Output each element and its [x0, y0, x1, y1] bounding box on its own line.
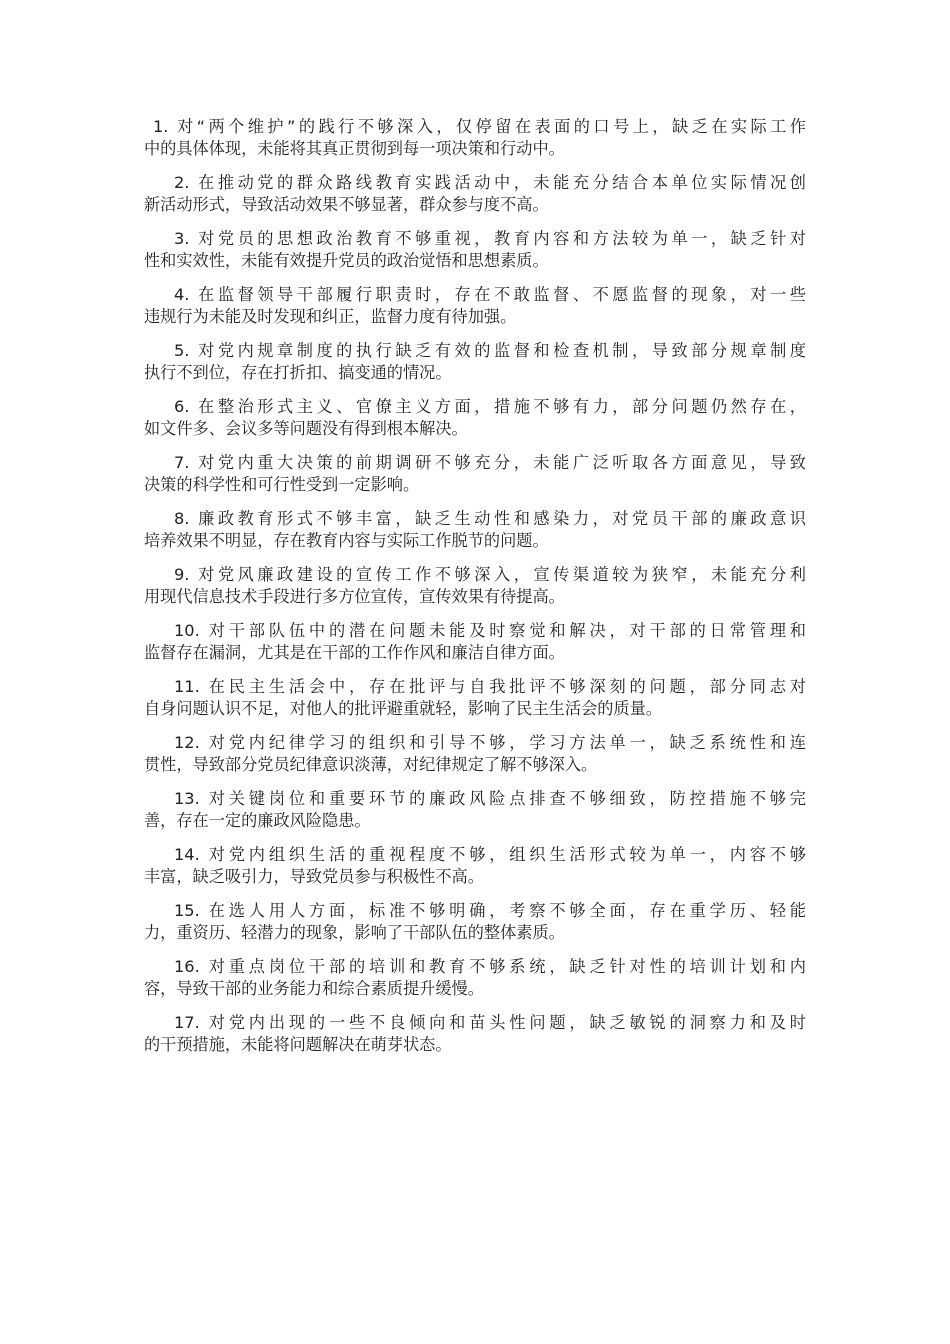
list-item — [144, 116, 806, 160]
list-item-line-1: 4. 在监督领导干部履行职责时，存在不敢监督、不愿监督的现象，对一些 — [174, 285, 806, 304]
list-item-line-2: 自身问题认识不足，对他人的批评避重就轻，影响了民主生活会的质量。 — [144, 699, 662, 718]
list-item — [144, 284, 806, 328]
list-item-line-1: 6. 在整治形式主义、官僚主义方面，措施不够有力，部分问题仍然存在， — [174, 397, 806, 416]
list-item-line-2: 中的具体体现，未能将其真正贯彻到每一项决策和行动中。 — [144, 139, 565, 158]
list-item-line-1: 17. 对党内出现的一些不良倾向和苗头性问题，缺乏敏锐的洞察力和及时 — [174, 1013, 806, 1032]
list-item — [144, 396, 806, 440]
list-item-line-2: 如文件多、会议多等问题没有得到根本解决。 — [144, 419, 468, 438]
list-item-line-2: 丰富，缺乏吸引力，导致党员参与积极性不高。 — [144, 867, 484, 886]
list-item — [144, 228, 806, 272]
list-item-line-2: 新活动形式，导致活动效果不够显著，群众参与度不高。 — [144, 195, 549, 214]
list-item-line-1: 16. 对重点岗位干部的培训和教育不够系统，缺乏针对性的培训计划和内 — [174, 957, 806, 976]
list-item — [144, 732, 806, 776]
list-item-line-2: 培养效果不明显，存在教育内容与实际工作脱节的问题。 — [144, 531, 549, 550]
list-item-line-1: 15. 在选人用人方面，标准不够明确，考察不够全面，存在重学历、轻能 — [174, 901, 806, 920]
list-item — [144, 340, 806, 384]
list-item — [144, 508, 806, 552]
list-item-line-1: 12. 对党内纪律学习的组织和引导不够，学习方法单一，缺乏系统性和连 — [174, 733, 806, 752]
list-item-line-1: 2. 在推动党的群众路线教育实践活动中，未能充分结合本单位实际情况创 — [174, 173, 806, 192]
list-item-line-2: 容，导致干部的业务能力和综合素质提升缓慢。 — [144, 979, 484, 998]
list-item-line-2: 的干预措施，未能将问题解决在萌芽状态。 — [144, 1035, 452, 1054]
list-item-line-1: 3. 对党员的思想政治教育不够重视，教育内容和方法较为单一，缺乏针对 — [174, 229, 806, 248]
list-item-line-2: 性和实效性，未能有效提升党员的政治觉悟和思想素质。 — [144, 251, 549, 270]
list-item-line-2: 善，存在一定的廉政风险隐患。 — [144, 811, 371, 830]
list-item-line-2: 力，重资历、轻潜力的现象，影响了干部队伍的整体素质。 — [144, 923, 565, 942]
list-item-line-2: 执行不到位，存在打折扣、搞变通的情况。 — [144, 363, 452, 382]
list-item-line-2: 用现代信息技术手段进行多方位宣传，宣传效果有待提高。 — [144, 587, 565, 606]
document-body — [144, 116, 806, 1068]
list-item-line-2: 违规行为未能及时发现和纠正，监督力度有待加强。 — [144, 307, 517, 326]
list-item-line-1: 7. 对党内重大决策的前期调研不够充分，未能广泛听取各方面意见，导致 — [174, 453, 806, 472]
list-item-line-2: 贯性，导致部分党员纪律意识淡薄，对纪律规定了解不够深入。 — [144, 755, 598, 774]
list-item-line-1: 14. 对党内组织生活的重视程度不够，组织生活形式较为单一，内容不够 — [174, 845, 806, 864]
list-item-line-1: 9. 对党风廉政建设的宣传工作不够深入，宣传渠道较为狭窄，未能充分利 — [174, 565, 806, 584]
list-item — [144, 844, 806, 888]
list-item — [144, 172, 806, 216]
list-item — [144, 452, 806, 496]
list-item — [144, 900, 806, 944]
list-item-line-1: 11. 在民主生活会中，存在批评与自我批评不够深刻的问题，部分同志对 — [174, 677, 806, 696]
list-item — [144, 956, 806, 1000]
list-item-line-1: 8. 廉政教育形式不够丰富，缺乏生动性和感染力，对党员干部的廉政意识 — [174, 509, 806, 528]
list-item-line-2: 监督存在漏洞，尤其是在干部的工作作风和廉洁自律方面。 — [144, 643, 565, 662]
list-item — [144, 676, 806, 720]
list-item-line-2: 决策的科学性和可行性受到一定影响。 — [144, 475, 420, 494]
list-item-line-1: 10. 对干部队伍中的潜在问题未能及时察觉和解决，对干部的日常管理和 — [174, 621, 806, 640]
list-item-line-1: 5. 对党内规章制度的执行缺乏有效的监督和检查机制，导致部分规章制度 — [174, 341, 806, 360]
list-item — [144, 620, 806, 664]
list-item — [144, 1012, 806, 1056]
list-item — [144, 788, 806, 832]
list-item-line-1: 13. 对关键岗位和重要环节的廉政风险点排查不够细致，防控措施不够完 — [174, 789, 806, 808]
list-item — [144, 564, 806, 608]
list-item-line-1: 1. 对“两个维护”的践行不够深入，仅停留在表面的口号上，缺乏在实际工作 — [153, 117, 806, 136]
